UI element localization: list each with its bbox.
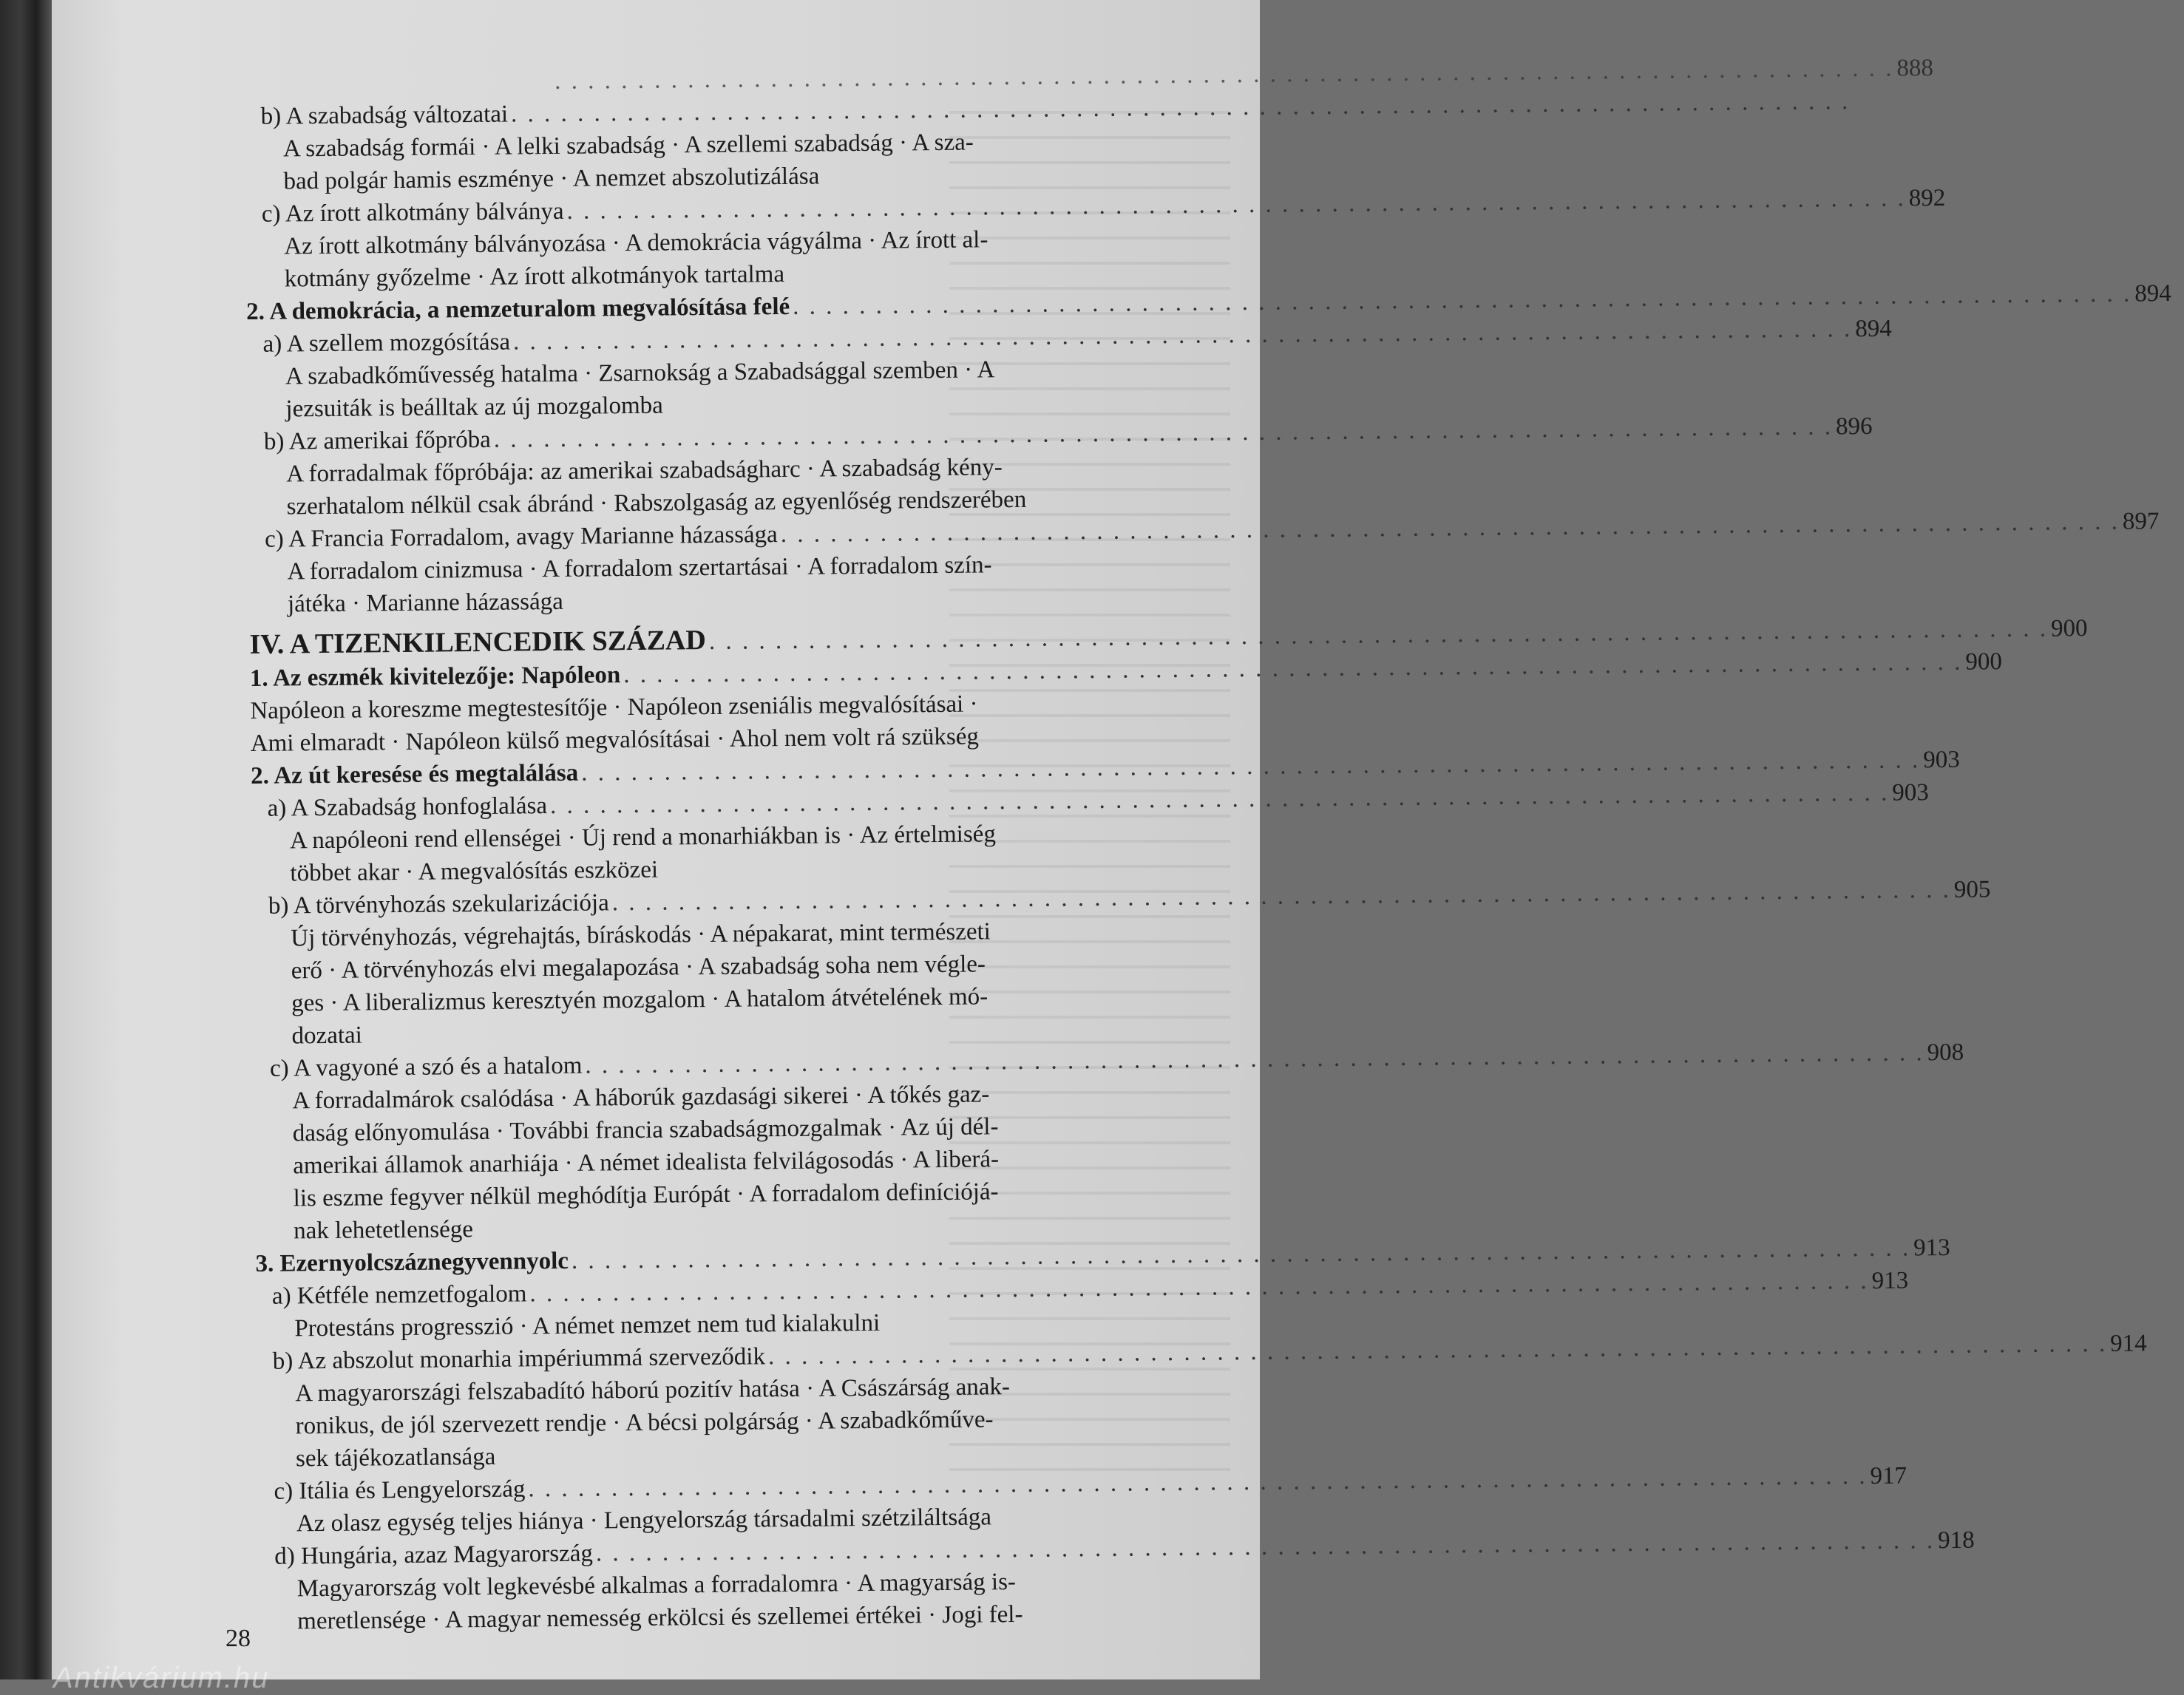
toc-entry-title: d) Hungária, azaz Magyarország (274, 1540, 594, 1570)
toc-page-number: 888 (1896, 55, 1934, 82)
toc-page-number: 914 (2109, 1330, 2147, 1357)
toc-entry-title: b) A törvényhozás szekularizációja (268, 889, 609, 920)
toc-entry-description: Magyarország volt legkevésbé alkalmas a forradalomra · A magyarság is- (296, 1569, 1017, 1603)
toc-entry-description: lis eszme fegyver nélkül meghódítja Európát · A forradalom definíciójá- (293, 1178, 999, 1212)
watermark: Antikvárium.hu (53, 1662, 270, 1694)
toc-entry-description: Protestáns progresszió · A német nemzet nem tud kialakulni (294, 1309, 881, 1342)
toc-page-number: 905 (1953, 876, 1991, 903)
toc-entry (248, 508, 2160, 621)
toc-entry-title: c) Az írott alkotmány bálványa (261, 197, 564, 228)
toc-entry-description: A forradalmak főpróbája: az amerikai szabadságharc · A szabadság kény- (286, 454, 1003, 488)
toc-entry-description: sek tájékozatlansága (295, 1443, 496, 1472)
toc-entry-description: erő · A törvényhozás elvi megalapozása · A szabadság soha nem végle- (291, 951, 986, 985)
toc-entry-description: A forradalmárok csalódása · A háborúk gazdasági sikerei · A tőkés gaz- (292, 1081, 990, 1115)
toc-entry-description: Napóleon a koreszme megtestesítője · Napóleon zseniális megvalósításai · (250, 690, 978, 724)
toc-entry-description: Az írott alkotmány bálványozása · A demokrácia vágyálma · Az írott al- (284, 226, 988, 260)
toc-entry (246, 315, 1892, 426)
toc-entry-description: dozatai (291, 1022, 363, 1050)
toc-entry-title: c) Itália és Lengyelország (274, 1475, 526, 1505)
toc-entry-description: bad polgár hamis eszménye · A nemzet abszolutizálása (283, 163, 820, 195)
toc-leader-dots: . . . . . . . . . . . . . . . . . . . . . . . . . . . . . . . . . . . . . . . . . . . . . . . . . . . . . . . . . . . . . . . . . . . . . . . . . . . . . . . . . (512, 316, 1853, 356)
toc-entry-description: nak lehetetlensége (293, 1216, 474, 1245)
toc-entry-title: 1. Az eszmék kivitelezője: Napóleon (249, 662, 621, 692)
toc-entry-description: szerhatalom nélkül csak ábránd · Rabszolgaság az egyenlőség rendszerében (286, 486, 1027, 520)
toc-entry (244, 88, 1851, 198)
toc-entry-description: A napóleoni rend ellenségei · Új rend a monarhiákban is · Az értelmiség (289, 821, 997, 855)
toc-leader-dots: . . . . . . . . . . . . . . . . . . . . . . . . . . . . . . . . . . . . . . . . . . . . . . . . . . . . . . . . . . . . . . . . . . . . . . . . . . . . . . . . . (566, 185, 1906, 225)
toc-entry-description: játéka · Marianne házassága (287, 588, 564, 618)
toc-entry-title: b) Az abszolut monarhia impériummá szerveződik (272, 1343, 766, 1375)
toc-entry (251, 779, 1929, 890)
toc-leader-dots: . . . . . . . . . . . . . . . . . . . . . . . . . . . . . . . . . . . . . . . . . . . . . . . . . . . . . . . . . . . . . . . . . . . . . . . . . . . . . . . . . (708, 615, 2049, 655)
toc-page-number: 917 (1870, 1462, 1907, 1490)
toc-entry-description: Új törvényhozás, végrehajtás, bíráskodás · A népakarat, mint természeti (291, 918, 991, 952)
toc-leader-dots: . . . . . . . . . . . . . . . . . . . . . . . . . . . . . . . . . . . . . . . . . . . . . . . . . . . . . . . . . . . . . . . . . . . . . . . . . . . . . . . . . (611, 876, 1952, 917)
toc-leader-dots: . . . . . . . . . . . . . . . . . . . . . . . . . . . . . . . . . . . . . . . . . . . . . . . . . . . . . . . . . . . . . . . . . . . . . . . . . . . . . . . . . (528, 1463, 1868, 1503)
toc-entry-description: A magyarországi felszabadító háború pozitív hatása · A Császárság anak- (295, 1373, 1011, 1407)
table-of-contents (244, 55, 2172, 1638)
toc-leader-dots: . . . . . . . . . . . . . . . . . . . . . . . . . . . . . . . . . . . . . . . . . . . . . . . . . . . . . . . . . . . . . . . . . . . . . . . . . . . . . . . . . (493, 413, 1834, 453)
toc-entry-description: jezsuiták is beálltak az új mozgalomba (285, 392, 663, 423)
toc-entry-description: Ami elmaradt · Napóleon külső megvalósításai · Ahol nem volt rá szükség (250, 723, 980, 757)
toc-leader-dots: . . . . . . . . . . . . . . . . . . . . . . . . . . . . . . . . . . . . . . . . . . . . . . . . . . . . . . . . . . . . . . . . . . . . . . . . . . . . . . . . . (510, 88, 1851, 128)
toc-entry (258, 1526, 1975, 1638)
toc-leader-dots: . . . . . . . . . . . . . . . . . . . . . . . . . . . . . . . . . . . . . . . . . . . . . . . . . . . . . . . . . . . . . . . . . . . . . . . . . . . . . . . . . (549, 779, 1890, 820)
toc-entry-description: A szabadkőművesség hatalma · Zsarnokság a Szabadsággal szemben · A (285, 356, 995, 390)
toc-page-number: 900 (2050, 615, 2088, 642)
toc-entry-title: a) Kétféle nemzetfogalom (271, 1280, 527, 1310)
toc-entry-description: A forradalom cinizmusa · A forradalom szertartásai · A forradalom szín- (287, 551, 992, 585)
toc-page-number: 913 (1913, 1234, 1950, 1262)
page-number: 28 (225, 1625, 251, 1652)
toc-entry-title: a) A Szabadság honfoglalása (267, 792, 548, 822)
toc-leader-dots: . . . . . . . . . . . . . . . . . . . . . . . . . . . . . . . . . . . . . . . . . . . . . . . . . . . . . . . . . . . . . . . . . . . . . . . . . . . . . . . . . (580, 747, 1921, 787)
toc-leader-dots: . . . . . . . . . . . . . . . . . . . . . . . . . . . . . . . . . . . . . . . . . . . . . . . . . . . . . . . . . . . . . . . . . . . . . . . . . . . . . . . . . (767, 1330, 2108, 1370)
toc-page-number: 894 (1855, 315, 1892, 343)
toc-entry-title: c) A Francia Forradalom, avagy Marianne házassága (264, 521, 778, 553)
toc-entry-title: 2. Az út keresése és megtalálása (251, 759, 579, 789)
book-spine (0, 0, 52, 1679)
toc-page-number: 892 (1908, 184, 1946, 212)
toc-page-number: 900 (1965, 648, 2003, 676)
toc-entry (257, 1462, 1907, 1541)
toc-entry-description: amerikai államok anarhiája · A német idealista felvilágosodás · A liberá- (293, 1146, 1000, 1180)
toc-page-number: 913 (1871, 1267, 1909, 1294)
toc-header-fragment: . . . . . . . . . . . . . . . . . . . . . . . . . . . . . . . . . . . . . . . . . . . . . . . . . . . . . . . . . . . . . . . . . . . . . . . . . . . . . . . . . 888 (244, 59, 1172, 101)
toc-entry-description: kotmány győzelme · Az írott alkotmányok tartalma (284, 260, 785, 293)
toc-entry-description: többet akar · A megvalósítás eszközei (290, 856, 659, 887)
toc-entry (257, 1330, 2147, 1475)
toc-entry-title: b) Az amerikai főpróba (263, 426, 491, 455)
toc-entry-title: c) A vagyoné a szó és a hatalom (269, 1052, 583, 1082)
toc-entry-description: Az olasz egység teljes hiánya · Lengyelország társadalmi szétziláltsága (296, 1504, 992, 1538)
toc-page-number: 908 (1927, 1039, 1964, 1067)
toc-leader-dots: . . . . . . . . . . . . . . . . . . . . . . . . . . . . . . . . . . . . . . . . . . . . . . . . . . . . . . . . . . . . . . . . . . . . . . . . . . . . . . . . . (792, 280, 2132, 320)
toc-entry (248, 412, 1873, 523)
toc-leader-dots: . . . . . . . . . . . . . . . . . . . . . . . . . . . . . . . . . . . . . . . . . . . . . . . . . . . . . . . . . . . . . . . . . . . . . . . . . . . . . . . . . (623, 648, 1963, 689)
toc-entry-description: ges · A liberalizmus keresztyén mozgalom · A hatalom átvételének mó- (291, 983, 988, 1017)
toc-leader-dots: . . . . . . . . . . . . . . . . . . . . . . . . . . . . . . . . . . . . . . . . . . . . . . . . . . . . . . . . . . . . . . . . . . . . . . . . . . . . . . . . . (595, 1527, 1936, 1567)
toc-entry-title: a) A szellem mozgósítása (262, 328, 511, 358)
toc-entry-title: b) A szabadság változatai (260, 101, 509, 130)
toc-entry-description: meretlensége · A magyar nemesség erkölcsi és szellemei értékei · Jogi fel- (297, 1600, 1023, 1635)
toc-leader-dots: . . . . . . . . . . . . . . . . . . . . . . . . . . . . . . . . . . . . . . . . . . . . . . . . . . . . . . . . . . . . . . . . . . . . . . . . . . . . . . . . . (571, 1234, 1911, 1274)
toc-leader-dots: . . . . . . . . . . . . . . . . . . . . . . . . . . . . . . . . . . . . . . . . . . . . . . . . . . . . . . . . . . . . . . . . . . . . . . . . . . . . . . . . . (780, 508, 2120, 548)
toc-entry-description: ronikus, de jól szervezett rendje · A bécsi polgárság · A szabadkőműve- (295, 1406, 994, 1440)
toc-page-number: 918 (1937, 1526, 1975, 1555)
toc-page-number: 896 (1835, 412, 1873, 441)
toc-entry-title: 3. Ezernyolcszáznegyvennyolc (255, 1247, 569, 1277)
toc-page-number: 903 (1892, 779, 1929, 806)
toc-entry-description: A szabadság formái · A lelki szabadság · A szellemi szabadság · A sza- (282, 129, 974, 163)
toc-entry (256, 1267, 1909, 1345)
toc-entry-title: IV. A TIZENKILENCEDIK SZÁZAD (249, 625, 707, 660)
toc-page-number: 894 (2134, 279, 2172, 308)
toc-entry-title: 2. A demokrácia, a nemzeturalom megvalósítása felé (245, 293, 790, 325)
toc-leader-dots: . . . . . . . . . . . . . . . . . . . . . . . . . . . . . . . . . . . . . . . . . . . . . . . . . . . . . . . . . . . . . . . . . . . . . . . . . . . . . . . . . (529, 1267, 1869, 1308)
toc-page-number: 897 (2122, 508, 2160, 535)
toc-page-number: 903 (1923, 746, 1960, 774)
toc-entry-description: daság előnyomulása · További francia szabadságmozgalmak · Az új dél- (292, 1113, 999, 1147)
toc-entry (245, 184, 1946, 296)
toc-leader-dots: . . . . . . . . . . . . . . . . . . . . . . . . . . . . . . . . . . . . . . . . . . . . . . . . . . . . . . . . . . . . . . . . . . . . . . . . . . . . . . . . . (585, 1039, 1924, 1079)
